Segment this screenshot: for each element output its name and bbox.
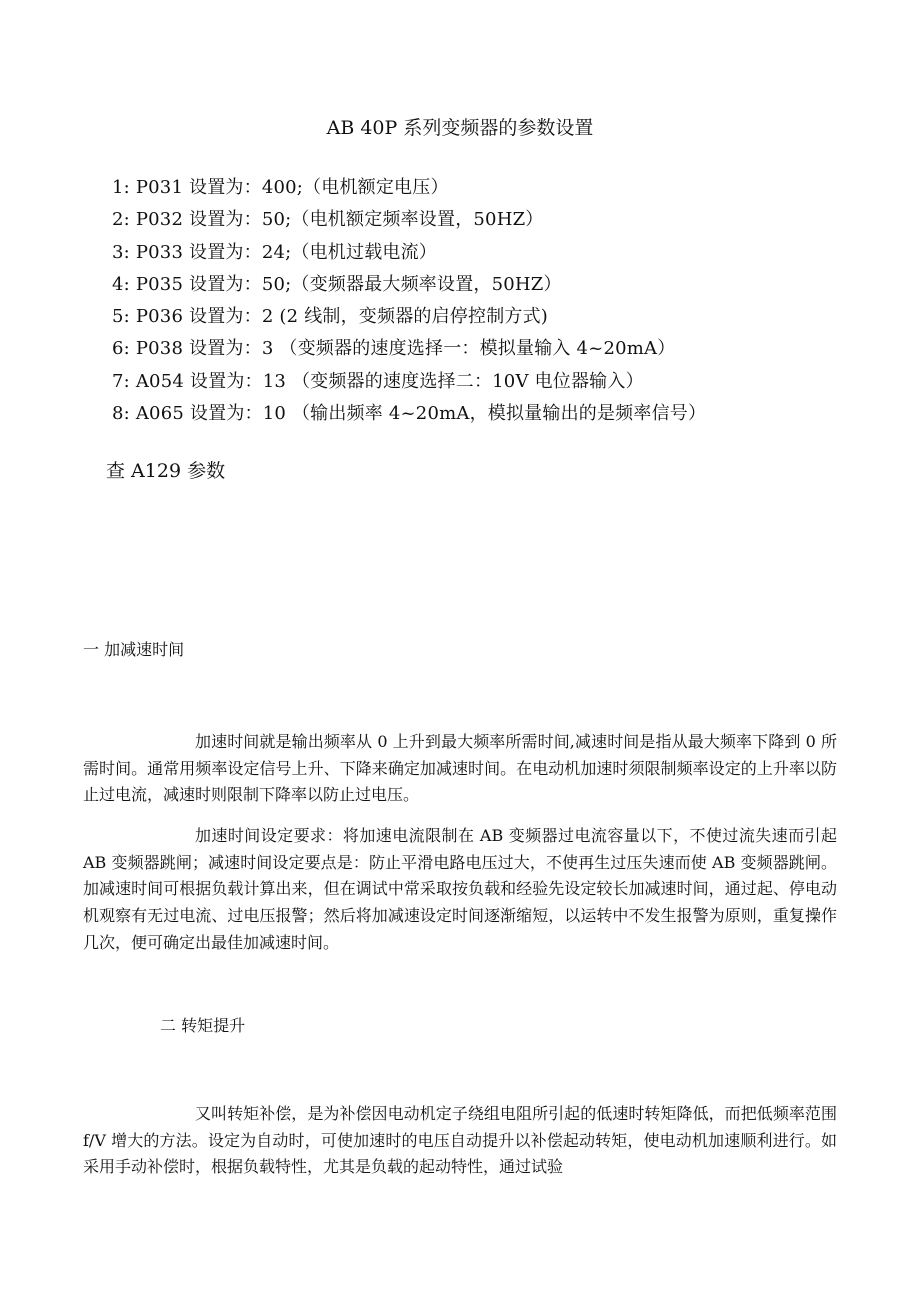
parameter-item-3: 3: P033 设置为：24;（电机过载电流） [112,241,437,263]
parameter-item-4: 4: P035 设置为：50;（变频器最大频率设置，50HZ） [112,273,562,295]
document-title: AB 40P 系列变频器的参数设置 [326,117,594,139]
paragraph-accel-definition: 加速时间就是输出频率从 0 上升到最大频率所需时间,减速时间是指从最大频率下降到 0 所需时间。通常用频率设定信号上升、下降来确定加减速时间。在电动机加速时须限制频率设定的上升率以防止过电流，减速时则限制下降率以防止过电压。 [83,732,837,805]
parameter-item-2: 2: P032 设置为：50;（电机额定频率设置，50HZ） [112,209,544,231]
paragraph-accel-requirements: 加速时间设定要求：将加速电流限制在 AB 变频器过电流容量以下，不使过流失速而引起 AB 变频器跳闸；减速时间设定要点是：防止平滑电路电压过大，不使再生过压失速而使 AB 变频器跳闸。加减速时间可根据负载计算出来，但在调试中常采取按负载和经验先设定较长加减速时间，通过起、停电动机观察有无过电流、过电压报警；然后将加减速设定时间逐渐缩短，以运转中不发生报警为原则，重复操作几次，便可确定出最佳加减速时间。 [83,826,837,952]
section-heading-accel-decel: 一 加减速时间 [83,640,185,659]
parameter-item-8: 8: A065 设置为：10 （输出频率 4~20mA，模拟量输出的是频率信号） [112,403,707,425]
section-heading-torque-boost: 二 转矩提升 [160,1016,246,1035]
parameter-item-6: 6: P038 设置为：3 （变频器的速度选择一：模拟量输入 4~20mA） [112,338,676,360]
parameter-item-5: 5: P036 设置为：2 (2 线制，变频器的启停控制方式) [112,306,549,328]
parameter-list [112,172,706,430]
paragraph-torque-boost: 又叫转矩补偿，是为补偿因电动机定子绕组电阻所引起的低速时转矩降低，而把低频率范围 f/V 增大的方法。设定为自动时，可使加速时的电压自动提升以补偿起动转矩，使电动机加速顺利进行。如采用手动补偿时，根据负载特性，尤其是负载的起动特性，通过试验 [83,1104,837,1177]
parameter-item-7: 7: A054 设置为：13 （变频器的速度选择二：10V 电位器输入） [112,370,644,392]
lookup-note: 查 A129 参数 [106,460,226,482]
parameter-item-1: 1: P031 设置为：400;（电机额定电压） [112,177,449,198]
